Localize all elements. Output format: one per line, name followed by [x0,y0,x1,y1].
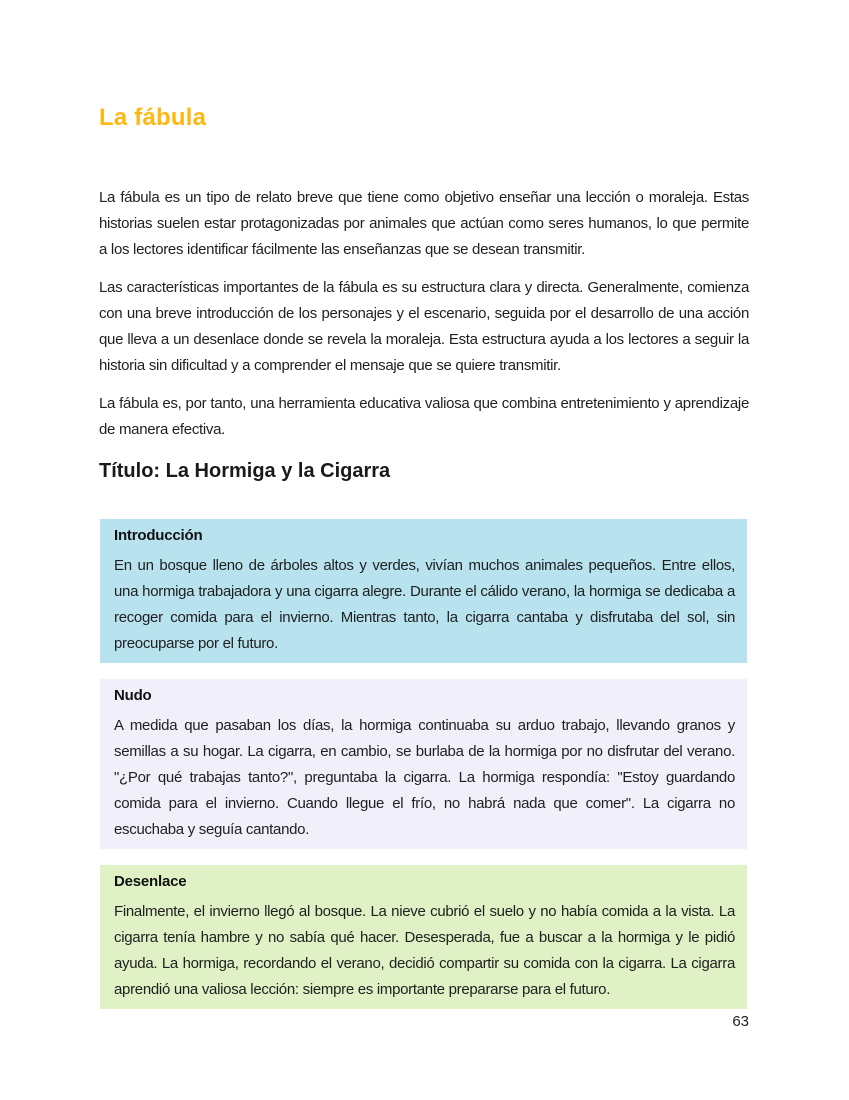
section-nudo [100,679,747,849]
section-introduccion-label: Introducción [114,527,203,544]
page-number: 63 [732,1013,749,1030]
story-title-heading: Título: La Hormiga y la Cigarra [99,460,391,482]
section-introduccion-text: En un bosque lleno de árboles altos y verdes, vivían muchos animales pequeños. Entre ellos, una hormiga trabajadora y una cigarra alegre. Durante el cálido verano, la hormiga se dedicaba a recoger comida para el invierno. Mientras tanto, la cigarra cantaba y disfrutaba del sol, sin preocuparse por el futuro. [114,557,735,652]
section-desenlace-text: Finalmente, el invierno llegó al bosque. La nieve cubrió el suelo y no había comida a la vista. La cigarra tenía hambre y no sabía qué hacer. Desesperada, fue a buscar a la hormiga y le pidió ayuda. La hormiga, recordando el verano, decidió compartir su comida con la cigarra. La cigarra aprendió una valiosa lección: siempre es importante prepararse para el futuro. [114,903,735,998]
section-desenlace [100,865,747,1009]
content-column [99,0,749,1025]
section-nudo-label: Nudo [114,687,152,704]
intro-paragraph-2: Las características importantes de la fábula es su estructura clara y directa. Generalmente, comienza con una breve introducción de los personajes y el escenario, seguida por el desarrollo de una acción que lleva a un desenlace donde se revela la moraleja. Esta estructura ayuda a los lectores a seguir la historia sin dificultad y a comprender el mensaje que se quiere transmitir. [99,279,749,374]
intro-paragraph-1: La fábula es un tipo de relato breve que tiene como objetivo enseñar una lección o moraleja. Estas historias suelen estar protagonizadas por animales que actúan como seres humanos, lo que permite a los lectores identificar fácilmente las enseñanzas que se desean transmitir. [99,189,749,258]
section-nudo-text: A medida que pasaban los días, la hormiga continuaba su arduo trabajo, llevando granos y semillas a su hogar. La cigarra, en cambio, se burlaba de la hormiga por no disfrutar del verano. "¿Por qué trabajas tanto?", preguntaba la cigarra. La hormiga respondía: "Estoy guardando comida para el invierno. Cuando llegue el frío, no habrá nada que comer". La cigarra no escuchaba y seguía cantando. [114,717,735,838]
section-desenlace-label: Desenlace [114,873,187,890]
intro-paragraph-3: La fábula es, por tanto, una herramienta educativa valiosa que combina entretenimiento y aprendizaje de manera efectiva. [99,395,749,438]
section-introduccion [100,519,747,663]
page-title: La fábula [99,104,207,131]
